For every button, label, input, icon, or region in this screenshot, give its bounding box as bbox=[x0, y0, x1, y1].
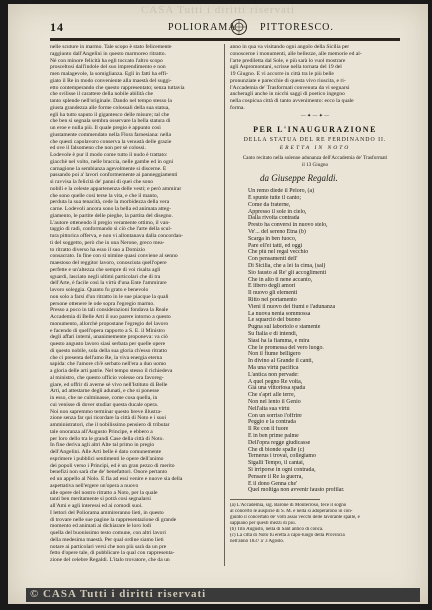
text-line: perfette e un'altezza che sempre di voi risalta agli bbox=[50, 266, 161, 273]
text-line: questo angusto lavoro siasi serbata per quelle opere bbox=[50, 341, 166, 347]
text-line: di questo nobile, sola della sua gloria ch'esso ritratto bbox=[50, 347, 168, 354]
text-line: si ravvisa la felicità de' panni di quei che sono bbox=[50, 179, 154, 185]
verse-line: Non il fiume belligero bbox=[248, 351, 301, 358]
text-line: monumento, allorchè propostane l'egregio del lavoro bbox=[50, 320, 169, 327]
text-line: nelle scuture in marmo. Tale scopo è stato felicemente bbox=[50, 44, 172, 50]
verse-line: La nuova nenia sommossa bbox=[248, 310, 311, 317]
verse-line: Che le promessa del vero luogo. bbox=[248, 344, 324, 351]
text-line: persone ottenere le ode sopra l'egregio marmo. bbox=[50, 300, 155, 307]
verse-line: Come da fraterne, bbox=[248, 201, 291, 208]
text-line: raggiunto dall'Angelini in questo marmoreo ritratto. bbox=[50, 50, 166, 57]
right-column bbox=[230, 44, 400, 566]
text-line: conoscerne i monumenti, alle bellezze, alle memorie ed al- bbox=[230, 50, 362, 57]
verse-line: Il nuovo gli elementi bbox=[248, 290, 298, 297]
verse-line: E in ben prime palme bbox=[248, 432, 299, 439]
verse-line: Con pensamenti dell' bbox=[248, 256, 298, 263]
text-line: che sono quelle così terse la vita, e che il manto, bbox=[50, 192, 159, 199]
text-line: esprimere i pubblici sentimenti le opere dell'animo bbox=[50, 455, 164, 462]
text-line: lavoro soleggia. Quanto fu grato e benevolo bbox=[50, 287, 149, 293]
text-line: all'Ami e agli interessi ed ai comodi suoi. bbox=[50, 503, 143, 509]
verse-line: Ritto nel portamento bbox=[248, 297, 297, 303]
text-line: aspettativa nell'ergere un'opera a nuovo bbox=[50, 482, 139, 489]
text-line: In fine deriva agli altri Alte tal primo in pregio bbox=[50, 442, 155, 449]
text-line: 19 Giugno. E vi accorre in città tra le più belle bbox=[230, 71, 334, 77]
text-line: per loro dello tra le grandi Case della città di Noto. bbox=[50, 435, 164, 442]
text-line: l'arte prediletta dal Sole, e più sarà lo vuol mostrare bbox=[230, 57, 346, 64]
footnote-line: giunto il concertato de' volti assai vecchi delle lavorante spalle, e bbox=[230, 515, 360, 521]
header-rule-thin bbox=[50, 40, 400, 41]
poem-author: da Giuseppe Regaldi. bbox=[260, 173, 338, 184]
footnote-rule bbox=[230, 499, 320, 500]
verse-line: Sio fausto al Re' gli accoglimenti bbox=[248, 269, 327, 276]
text-line: giare, ed offrir di averne sè vivo nell'Istituto di Belle bbox=[50, 381, 168, 388]
text-line: L'autore ottenendo il pregio veramente ottimo, il van- bbox=[50, 219, 170, 226]
text-line: Arti, ad attestarne degli adunati, e che si ponesse bbox=[50, 388, 160, 395]
text-line: pronunziate e parecchie di questa vivo riuscita, e ri- bbox=[230, 77, 346, 84]
verse-line: Presto ha conversi in nuovo stelo, bbox=[248, 222, 328, 229]
text-line: dell'Arte, è facile così la virtù d'una Ente l'ammirare bbox=[50, 280, 167, 287]
verse-line: In divino al Grande il canti, bbox=[248, 358, 314, 365]
text-line: consacrato. In fine con sì nimine quasi conviene al senno bbox=[50, 253, 178, 260]
text-line: giustamente commendato nella Flora farnesiana: nella bbox=[50, 131, 171, 138]
verse-line: Quel moltiga non avvenir fausto profilar. bbox=[248, 487, 345, 494]
text-line: to ritratto diverso ha esso il suo a Domizio bbox=[50, 246, 146, 253]
verse-line: Pare ell'ei tatti, ed oggi bbox=[248, 242, 303, 249]
text-line: a gloria delle arti patrie. Nel tempo stesso il richiedeva bbox=[50, 368, 173, 374]
emblem-icon bbox=[230, 18, 248, 36]
verse-line: Scarga in ben fuoco, bbox=[248, 235, 297, 242]
verse-line: Ternerus i trovai, collegiamo bbox=[248, 453, 316, 460]
text-line: Lodevole è pur il modo come tutto il nudo è trattato: bbox=[50, 152, 168, 158]
verse-line: Non nel lento il Genio bbox=[248, 398, 301, 405]
text-line: nobili e la celeste appartenenza delle vesti; e però ammirar bbox=[50, 185, 182, 192]
right-intro-text bbox=[230, 44, 400, 112]
text-line: etto contemperando che questo rappresentato; senza tuttavia bbox=[50, 84, 185, 91]
text-line: tale onoranza all'Augusto Principe, e ebbero a bbox=[50, 428, 153, 435]
text-line: men malagevole, la somiglianza. Egli in fatti ha effi- bbox=[50, 71, 168, 77]
verse-line: Il Re con il fuore bbox=[248, 426, 289, 433]
text-line: zione del celebre Regaldi. L'italo trovatore, che da un bbox=[50, 557, 170, 563]
footnote-line: (a) L'Accademia, sig. Barone di Monterroso, fece il sogno bbox=[230, 503, 347, 509]
verse-line: Su Italia e di intendi, bbox=[248, 330, 298, 337]
text-line: dell'Angelini. Alle Arti belle è dato comunemente bbox=[50, 449, 162, 455]
verse-line: Peggio e la contrada bbox=[248, 419, 296, 426]
text-line: carnagione la sembianza agevolmente si discerne. E bbox=[50, 165, 167, 172]
verse-line: Di Sicilia, che a lei fa cima, (sal) bbox=[248, 263, 326, 270]
text-line: sapida: che l'amore ch'è serbato nell'era a dun uomo bbox=[50, 361, 167, 368]
text-line: anno in qua va visitando ogni angolo della Sicilia per bbox=[230, 44, 350, 50]
text-line: ti del soggetto, però che in una Nerone, greco mea- bbox=[50, 239, 165, 246]
verse-line: L'antica non pervade: bbox=[248, 371, 299, 378]
verse-line: Le squarciò del buono bbox=[248, 317, 301, 324]
text-line: quella del buonissimo testo comune, con altri lavori bbox=[50, 530, 166, 536]
verse-line: E il dono Genna che' bbox=[248, 480, 298, 487]
verse-line: Che più nel regal vecchio bbox=[248, 249, 309, 256]
text-line: tanti ben meritamente si potrà cosi segnalarsi bbox=[50, 496, 151, 503]
verse-line: Un remo diede il Peloro, (a) bbox=[248, 188, 315, 195]
footnote-line: (b) Tito Augusto, nella di Sant antico di conca. bbox=[230, 527, 324, 533]
verse-line: Vieni il nuovo dei fiumi e l'adunanza bbox=[248, 303, 336, 310]
text-line: Nè con minore felicità ha egli toccato l'altro scopo bbox=[50, 57, 163, 64]
text-line: tanto splende nell'originale. Dando nel tempo stesso la bbox=[50, 98, 172, 104]
watermark-top: CASA Tutti i diritti riservati bbox=[140, 4, 296, 16]
footnote-line: (c) La città di Noto fu eretta a capo-luogo della Provincia bbox=[230, 533, 345, 539]
text-line: perduta la sua tenacità, cede la morbidezza della vera bbox=[50, 199, 170, 206]
poem-verse bbox=[248, 188, 400, 494]
verse-line: Ve'... del sereno Etna (b) bbox=[248, 229, 306, 236]
verse-line: Che in alto ti nene accanto, bbox=[248, 276, 313, 283]
verse-line: Che s'apri alle terre, bbox=[248, 392, 296, 399]
verse-line: Pensare il Re la guerra, bbox=[248, 473, 303, 480]
text-line: giato il Re in modo conveniente alla maestà del suggi- bbox=[50, 77, 172, 84]
text-line: giamento, le partite delle pieghe, la partita del disegno. bbox=[50, 212, 173, 219]
text-line: taggio di radi, conformando sì ciò che l'arte della scul- bbox=[50, 226, 172, 233]
verse-line: Dell'opra regge giudicasse bbox=[248, 439, 311, 446]
credit-line: Canto recitato nella solenne adunanza dell'Accademia de' Trasformati bbox=[242, 155, 388, 162]
verse-line: Si irriporse in ogni contrada, bbox=[248, 466, 316, 473]
text-line: degli affari interni, unanimemente proponeva: va ciò bbox=[50, 334, 168, 341]
verse-line: Pugna sul laboriolo e stamente bbox=[248, 324, 321, 331]
left-column bbox=[50, 44, 218, 566]
text-line: notare ai particolari versi che non più sarà da un pre bbox=[50, 543, 167, 550]
verse-line: E libero degli amori bbox=[248, 283, 296, 290]
text-line: che questi capolavoro conserva la venustà delle grazie bbox=[50, 138, 172, 145]
poem-subtitle: DELLA STATUA DEL RE FERDINANDO II. bbox=[243, 137, 387, 144]
text-line: alle opere del nostro ritratto a Noto, per la quale bbox=[50, 489, 158, 496]
text-line: non solo a farsi d'un ritratto in le sue piacque la quali bbox=[50, 293, 169, 300]
text-line: che ci presenta dell'amo Re, la viva energia eterna bbox=[50, 354, 162, 361]
text-line: dei popoli verso i Principi, ed è un gran pezzo di merito bbox=[50, 462, 175, 469]
poem-heading bbox=[230, 125, 400, 152]
verse-line: Che di bionde spalle (c) bbox=[248, 446, 305, 453]
newspaper-page bbox=[8, 4, 428, 604]
page-number: 14 bbox=[50, 20, 64, 34]
text-line: giusta grandezza alle forme colossali della sua statua, bbox=[50, 104, 170, 111]
text-line: fetto d'opere tale, di pubblicare la qual con rappresenta- bbox=[50, 550, 175, 557]
text-line: Accademia di Belle Arti il suo parere intorno a questo bbox=[50, 314, 171, 320]
text-line: Noi non sapremmo terminar questo breve illustra- bbox=[50, 408, 162, 415]
text-line: che svilisse il carattere della nobile abilità che bbox=[50, 91, 153, 98]
verse-line: A quel pegno Re volta, bbox=[248, 378, 303, 385]
text-line: maestoso del reggitor lavoro, conosciuta quell'opere bbox=[50, 260, 167, 266]
text-line: al ministro, che questo ufficio volesse ora favoreg- bbox=[50, 374, 164, 381]
text-line: tura pittorica offerva, e non vi allontanava dalla concordan- bbox=[50, 233, 184, 239]
text-line: sguardi, lasciato negli ultimi particolari che di tra bbox=[50, 273, 161, 280]
verse-line: Già una vittoriosa spada bbox=[248, 385, 306, 392]
footnotes bbox=[230, 503, 400, 545]
text-line: I lettori del Poliorama ammireranno lieti, in questo bbox=[50, 509, 164, 516]
page-header bbox=[50, 20, 390, 36]
header-title-right: PITTORESCO. bbox=[260, 22, 334, 33]
poem-title: PER L'INAUGURAZIONE bbox=[253, 125, 377, 135]
text-line: ed un appello al Nolo. E fia ad essi venire e nuove sia della bbox=[50, 476, 183, 482]
verse-line: Siasi ha la fiamma, e mira bbox=[248, 337, 310, 344]
text-line: agli Aspromontani, scrisse nella tornata del 19 del bbox=[230, 64, 342, 71]
text-line: Presso a poco in tali considerazioni fondava la Reale bbox=[50, 307, 169, 314]
text-line: passando poi a' lavori conformemente ai panneggiamenti bbox=[50, 172, 178, 179]
poem-credit bbox=[230, 155, 400, 168]
column-divider bbox=[224, 44, 225, 566]
verse-line: E spunte tutte il canto; bbox=[248, 195, 302, 202]
text-line: cui venisse di dover studiar questa ducale opera. bbox=[50, 401, 159, 408]
footnote-line: nell'anno 1837 a' 3 Agosto. bbox=[230, 539, 285, 545]
text-line: giacchè nel volto, nelle braccia, nelle gambe ed in ogni bbox=[50, 158, 174, 165]
verse-line: Dalla rivolta contrada bbox=[248, 215, 300, 222]
ornament: — ✦ — ✦ — bbox=[300, 113, 330, 119]
verse-line: Appresso il sole in cielo, bbox=[248, 208, 307, 215]
text-line: nella cospicua città di tanto avvenimento: ecco la quale bbox=[230, 98, 354, 104]
text-line: l'Accademia de' Trasformati convenuta da vi seguarsi bbox=[230, 84, 350, 91]
header-title-left: POLIORAMA bbox=[168, 22, 237, 33]
text-line: di trovare nelle sue pagine la rappresentazione di grande bbox=[50, 516, 177, 523]
text-line: ancheragli anche in nicchi saggi di poetico ingegno bbox=[230, 91, 345, 98]
text-line: e facendo di quell'opera rapporto a S. E. il Ministro bbox=[50, 327, 165, 334]
watermark-bottom: © CASA Tutti i diritti riservati bbox=[26, 588, 420, 602]
footnote-line: sappiano per questi mezzi di più. bbox=[230, 521, 296, 527]
poem-subtitle-2: ERETTA IN NOTO bbox=[279, 145, 351, 152]
text-line: zione senza far qui ricordare la città di Noto e i suoi bbox=[50, 415, 167, 422]
text-line: carne. Lodevoli ancora sono la bella ed animata atteg- bbox=[50, 206, 171, 212]
text-line: amministratori, che il nobilissimo pensiero di tributar bbox=[50, 422, 170, 428]
verse-line: Nell'alta sua virtù bbox=[248, 405, 290, 412]
text-line: benefizi non sarà che de' benefattori. Onore pertanto bbox=[50, 469, 168, 476]
credit-line: il 13 Giugno bbox=[301, 161, 329, 168]
verse-line: Sigalli Tempo, il cantai, bbox=[248, 460, 305, 467]
text-line: forma. bbox=[230, 104, 245, 111]
text-line: momento ed animati ai dichiarare le loro lodi bbox=[50, 523, 152, 530]
text-line: della medesima maestà. Per qual ordine siamo lieti bbox=[50, 536, 164, 543]
text-line: egli ha tutto saputo il gigantesco delle misure; tal che bbox=[50, 111, 170, 118]
text-line: un eroe e nulla più. Il quale pregio è appunto così bbox=[50, 125, 161, 131]
text-line: che ben si segnala sembra osservare la bella statura di bbox=[50, 118, 171, 125]
text-line: prosceltosi dall'indole del suo imprendimento e non bbox=[50, 64, 166, 71]
verse-line: Ma una virtù pacifica bbox=[248, 364, 299, 371]
verse-line: Con un sorriso l'offrire bbox=[248, 412, 302, 419]
footnote-line: al concerto le auspicie di S. M. e nella si adoperarono in con- bbox=[230, 509, 353, 515]
text-line: ed ove il falsomeno che non per sè colossi. bbox=[50, 145, 146, 152]
text-line: in esso, che ne culminasse, come cosa quella, in bbox=[50, 395, 158, 401]
